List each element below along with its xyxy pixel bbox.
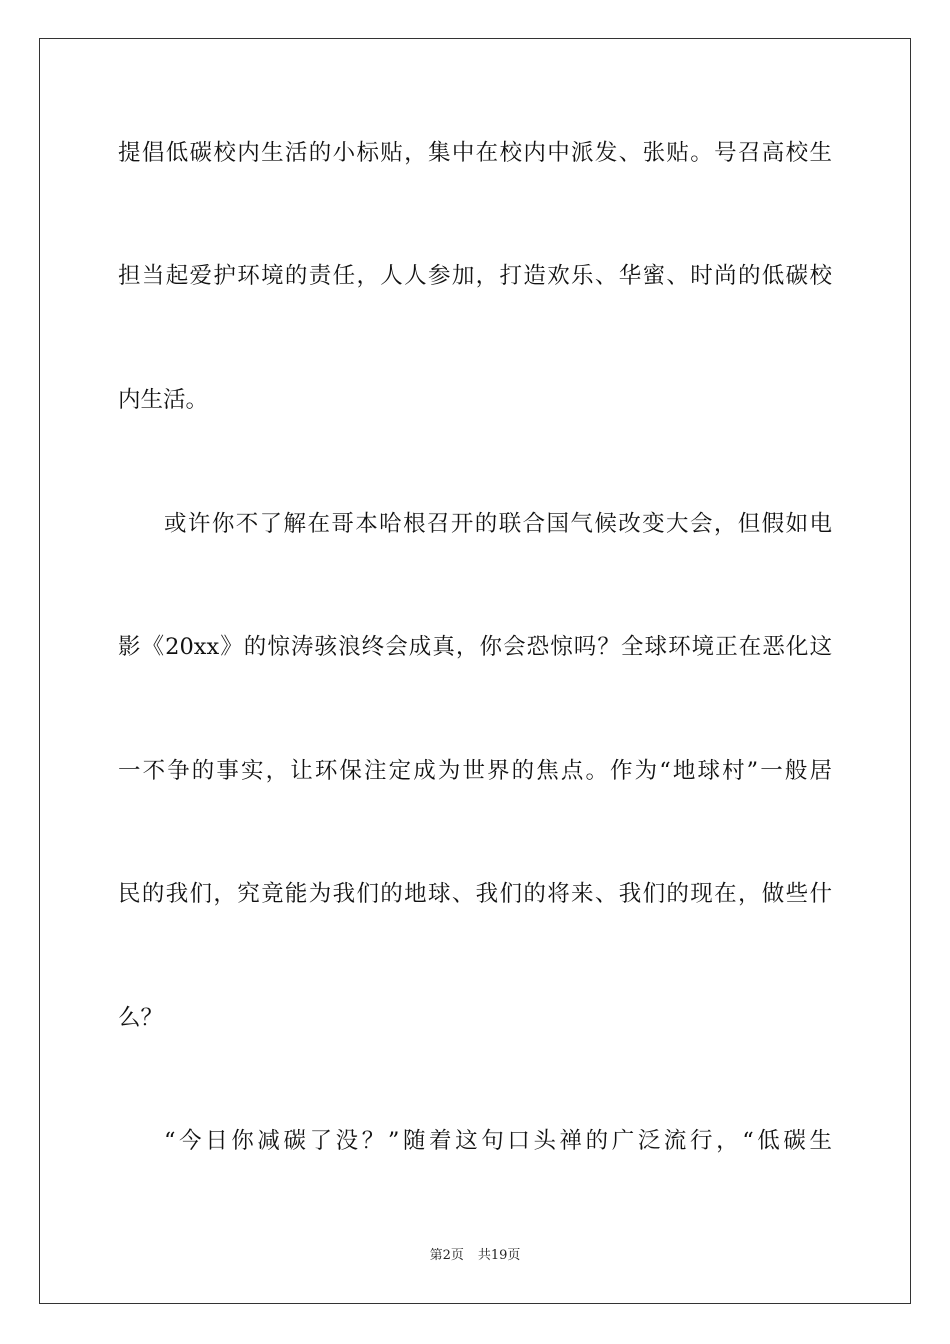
text-line: “今日你减碳了没？”随着这句口头禅的广泛流行，“低碳生 — [164, 1128, 832, 1154]
text-line: 一不争的事实，让环保注定成为世界的焦点。作为“地球村”一般居 — [118, 758, 832, 784]
text-line: 或许你不了解在哥本哈根召开的联合国气候改变大会，但假如电 — [164, 511, 832, 537]
page-footer — [0, 1247, 950, 1265]
text-line: 民的我们，究竟能为我们的地球、我们的将来、我们的现在，做些什 — [118, 881, 832, 907]
text-line: 内生活。 — [118, 387, 209, 413]
text-line: 担当起爱护环境的责任，人人参加，打造欢乐、华蜜、时尚的低碳校 — [118, 263, 832, 289]
page-total: 共19页 — [477, 1248, 521, 1263]
page-border — [39, 38, 911, 1304]
text-line: 提倡低碳校内生活的小标贴，集中在校内中派发、张贴。号召高校生 — [118, 140, 832, 166]
text-line: 影《20xx》的惊涛骇浪终会成真，你会恐惊吗？全球环境正在恶化这 — [118, 634, 832, 660]
page-number: 第2页 — [429, 1248, 464, 1263]
text-line: 么？ — [118, 1005, 164, 1031]
